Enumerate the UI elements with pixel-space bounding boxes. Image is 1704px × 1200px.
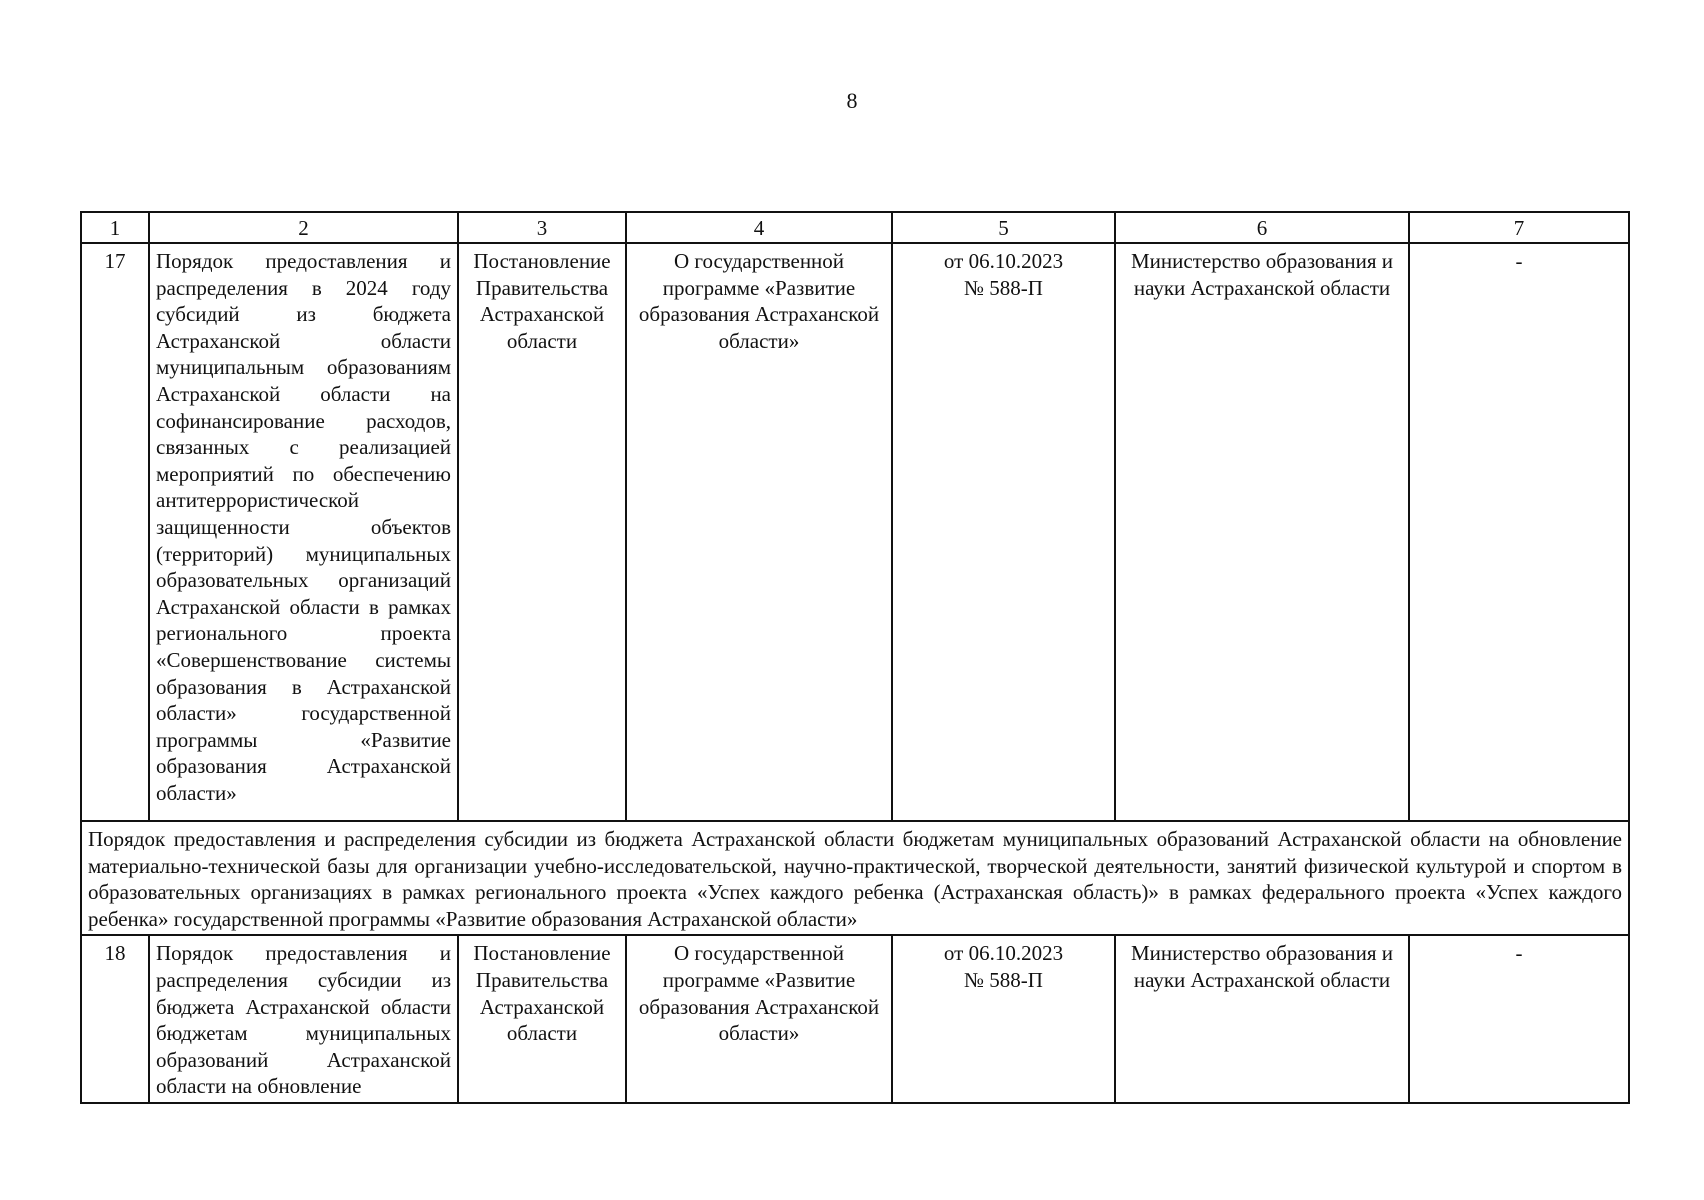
- row-document-number: № 588-П: [964, 275, 1043, 300]
- column-number-row: [81, 212, 1629, 243]
- section-caption-row: [81, 821, 1629, 935]
- row-document-title: О государственной программе «Развитие образования Астраханской области»: [626, 243, 892, 821]
- row-description: Порядок предоставления и распределения в 2024 году субсидий из бюджета Астраханской области муниципальным образованиям Астраханской области на софинансирование расходов, связанных с реализацией мероприятий по обеспечению антитеррористической защищенности объектов (территорий) муниципальных образовательных организаций Астраханской области в рамках регионального проекта «Совершенствование системы образования в Астраханской области» государственной программы «Развитие образования Астраханской области»: [149, 243, 458, 821]
- table-row: [81, 243, 1629, 821]
- page-number: 8: [846, 88, 858, 113]
- row-document-type: Постановление Правительства Астраханской области: [458, 243, 626, 821]
- row-note: -: [1409, 243, 1629, 821]
- row-document-number: № 588-П: [964, 967, 1043, 992]
- row-authority: Министерство образования и науки Астраханской области: [1115, 935, 1409, 1103]
- row-document-title: О государственной программе «Развитие образования Астраханской области»: [626, 935, 892, 1103]
- column-number-3: 3: [458, 212, 626, 243]
- row-number: 17: [81, 243, 149, 821]
- row-document-type: Постановление Правительства Астраханской области: [458, 935, 626, 1103]
- row-document-date: от 06.10.2023: [943, 941, 1064, 966]
- row-document-date-number: [892, 243, 1115, 821]
- column-number-5: 5: [892, 212, 1115, 243]
- section-caption: Порядок предоставления и распределения субсидии из бюджета Астраханской области бюджетам муниципальных образований Астраханской области на обновление материально-технической базы для организации учебно-исследовательской, научно-практической, творческой деятельности, занятий физической культурой и спортом в образовательных организациях в рамках регионального проекта «Успех каждого ребенка (Астраханская область)» в рамках федерального проекта «Успех каждого ребенка» государственной программы «Развитие образования Астраханской области»: [81, 821, 1629, 935]
- column-number-6: 6: [1115, 212, 1409, 243]
- row-number: 18: [81, 935, 149, 1103]
- row-authority: Министерство образования и науки Астраханской области: [1115, 243, 1409, 821]
- column-number-4: 4: [626, 212, 892, 243]
- row-description: Порядок предоставления и распределения субсидии из бюджета Астраханской области бюджетам муниципальных образований Астраханской области на обновление: [149, 935, 458, 1103]
- document-table: [80, 211, 1630, 1104]
- column-number-2: 2: [149, 212, 458, 243]
- table-row: [81, 935, 1629, 1103]
- column-number-1: 1: [81, 212, 149, 243]
- column-number-7: 7: [1409, 212, 1629, 243]
- row-document-date-number: [892, 935, 1115, 1103]
- row-document-date: от 06.10.2023: [943, 249, 1064, 273]
- row-note: -: [1409, 935, 1629, 1103]
